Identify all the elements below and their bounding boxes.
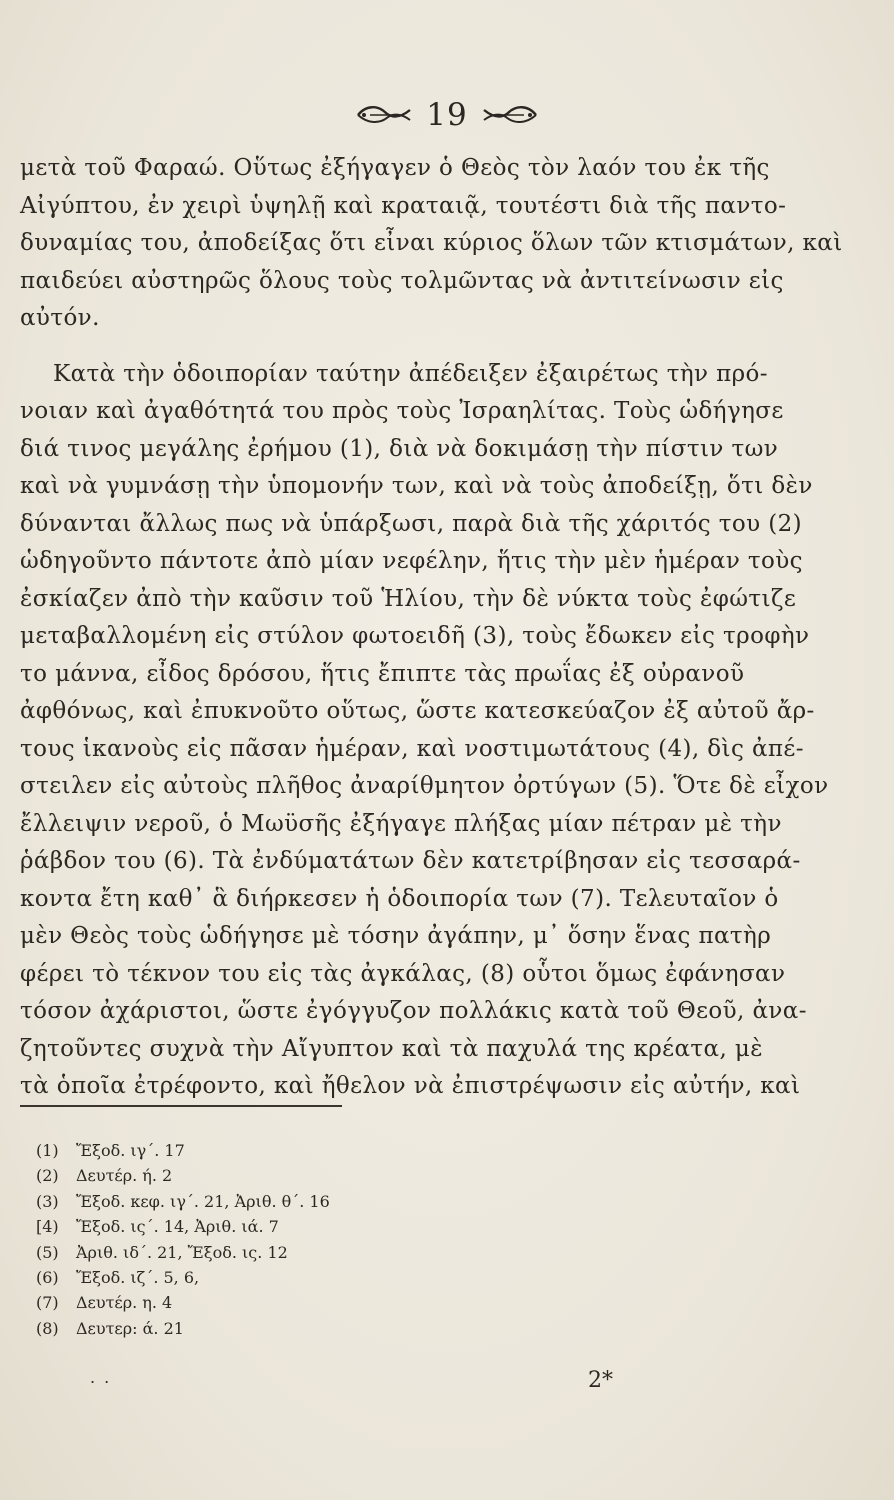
text-line: δύνανται ἄλλως πως νὰ ὑπάρξωσι, παρὰ διὰ τῆς χάριτός του (2) xyxy=(20,510,802,537)
text-line: νοιαν καὶ ἀγαθότητά του πρὸς τοὺς Ἰσραηλίτας. Τοὺς ὡδήγησε xyxy=(20,398,784,424)
text-line: φέρει τὸ τέκνον του εἰς τὰς ἀγκάλας, (8) οὗτοι ὅμως ἐφάνησαν xyxy=(20,960,786,987)
bottom-dots: . . xyxy=(90,1368,112,1387)
text-line: ἐσκίαζεν ἀπὸ τὴν καῦσιν τοῦ Ἡλίου, τὴν δὲ νύκτα τοὺς ἐφώτιζε xyxy=(20,585,797,612)
footnote xyxy=(36,1290,456,1315)
footnote-text: Ἔξοδ. κεφ. ιγ΄. 21, Ἀριθ. θ΄. 16 xyxy=(76,1191,330,1211)
footnote xyxy=(36,1265,456,1290)
footnote-text: Ἔξοδ. ις΄. 14, Ἀριθ. ιά. 7 xyxy=(76,1217,279,1237)
text-line: Κατὰ τὴν ὁδοιπορίαν ταύτην ἀπέδειξεν ἐξαιρέτως τὴν πρό- xyxy=(53,360,768,387)
text-line: ἀφθόνως, καὶ ἐπυκνοῦτο οὕτως, ὥστε κατεσκεύαζον ἐξ αὐτοῦ ἄρ- xyxy=(20,698,815,724)
text-line: Αἰγύπτου, ἐν χειρὶ ὑψηλῇ καὶ κραταιᾷ, τουτέστι διὰ τῆς παντο- xyxy=(20,192,787,219)
footnote-number: (1) xyxy=(36,1141,59,1160)
text-line: τὰ ὁποῖα ἐτρέφοντο, καὶ ἤθελον νὰ ἐπιστρέψωσιν εἰς αὐτήν, καὶ xyxy=(20,1073,801,1099)
text-line: ἔλλειψιν νεροῦ, ὁ Μωϋσῆς ἐξήγαγε πλήξας μίαν πέτραν μὲ τὴν xyxy=(20,810,782,837)
text-line: παιδεύει αὐστηρῶς ὅλους τοὺς τολμῶντας νὰ ἀντιτείνωσιν εἰς xyxy=(20,267,784,294)
text-line: ὡδηγοῦντο πάντοτε ἀπὸ μίαν νεφέλην, ἥτις τὴν μὲν ἡμέραν τοὺς xyxy=(20,548,803,574)
footnote xyxy=(36,1163,456,1188)
footnote-text: Δευτερ: ά. 21 xyxy=(76,1318,184,1338)
text-line: διά τινος μεγάλης ἐρήμου (1), διὰ νὰ δοκιμάσῃ τὴν πίστιν των xyxy=(20,435,779,462)
footnote-number: (3) xyxy=(36,1191,59,1211)
footnote-text: Δευτέρ. η. 4 xyxy=(76,1293,173,1313)
text-line: καὶ νὰ γυμνάσῃ τὴν ὑπομονήν των, καὶ νὰ τοὺς ἀποδείξῃ, ὅτι δὲν xyxy=(20,473,813,499)
paragraph-1 xyxy=(20,150,843,338)
body-text xyxy=(20,150,843,1106)
text-line: δυναμίας του, ἀποδείξας ὅτι εἶναι κύριος ὅλων τῶν κτισμάτων, καὶ xyxy=(20,230,843,256)
page-header xyxy=(0,98,894,132)
footnote xyxy=(36,1240,456,1265)
text-line: στειλεν εἰς αὐτοὺς πλῆθος ἀναρίθμητον ὀρτύγων (5). Ὅτε δὲ εἶχον xyxy=(20,773,829,799)
signature-mark: 2* xyxy=(588,1368,613,1393)
footnote-number: (7) xyxy=(36,1293,59,1313)
text-line: αὐτόν. xyxy=(20,305,100,331)
footnote-number: (5) xyxy=(36,1242,59,1262)
text-line: ῥάβδον του (6). Τὰ ἐνδύματάτων δὲν κατετρίβησαν εἰς τεσσαρά- xyxy=(20,848,801,874)
left-ornament-icon xyxy=(356,102,412,128)
footnote-text: Ἔξοδ. ιζ΄. 5, 6, xyxy=(76,1268,200,1288)
footnote xyxy=(36,1138,456,1163)
footnote-divider xyxy=(20,1105,342,1107)
footnote xyxy=(36,1316,456,1341)
footnote-text: Ἀριθ. ιδ΄. 21, Ἔξοδ. ις. 12 xyxy=(76,1242,288,1262)
footnote xyxy=(36,1214,456,1239)
text-line: τόσον ἀχάριστοι, ὥστε ἐγόγγυζον πολλάκις κατὰ τοῦ Θεοῦ, ἀνα- xyxy=(20,998,807,1024)
footnote-text: Ἔξοδ. ιγ΄. 17 xyxy=(76,1141,185,1160)
text-line: ζητοῦντες συχνὰ τὴν Αἴγυπτον καὶ τὰ παχυλά της κρέατα, μὲ xyxy=(20,1035,763,1062)
paragraph-2 xyxy=(20,356,829,1106)
footnote-number: (2) xyxy=(36,1166,59,1186)
text-line: μεταβαλλομένη εἰς στύλον φωτοειδῆ (3), τοὺς ἔδωκεν εἰς τροφὴν xyxy=(20,623,810,649)
page-number: 19 xyxy=(426,97,468,133)
text-line: μὲν Θεὸς τοὺς ὡδήγησε μὲ τόσην ἀγάπην, μ᾽ ὅσην ἕνας πατὴρ xyxy=(20,923,772,949)
footnote-number: (8) xyxy=(36,1318,59,1338)
right-ornament-icon xyxy=(482,102,538,128)
footnote-number: [4) xyxy=(36,1217,59,1237)
text-line: κοντα ἔτη καθ᾽ ἃ διήρκεσεν ἡ ὁδοιπορία των (7). Τελευταῖον ὁ xyxy=(20,885,779,912)
text-line: το μάννα, εἶδος δρόσου, ἥτις ἔπιπτε τὰς πρωΐας ἐξ οὐρανοῦ xyxy=(20,660,745,687)
footnotes xyxy=(36,1138,456,1341)
text-line: τους ἱκανοὺς εἰς πᾶσαν ἡμέραν, καὶ νοστιμωτάτους (4), δὶς ἀπέ- xyxy=(20,735,804,762)
text-line: μετὰ τοῦ Φαραώ. Οὕτως ἐξήγαγεν ὁ Θεὸς τὸν λαόν του ἐκ τῆς xyxy=(20,155,770,181)
footnote xyxy=(36,1189,456,1214)
footnote-text: Δευτέρ. ή. 2 xyxy=(76,1166,173,1186)
footnote-number: (6) xyxy=(36,1268,59,1288)
